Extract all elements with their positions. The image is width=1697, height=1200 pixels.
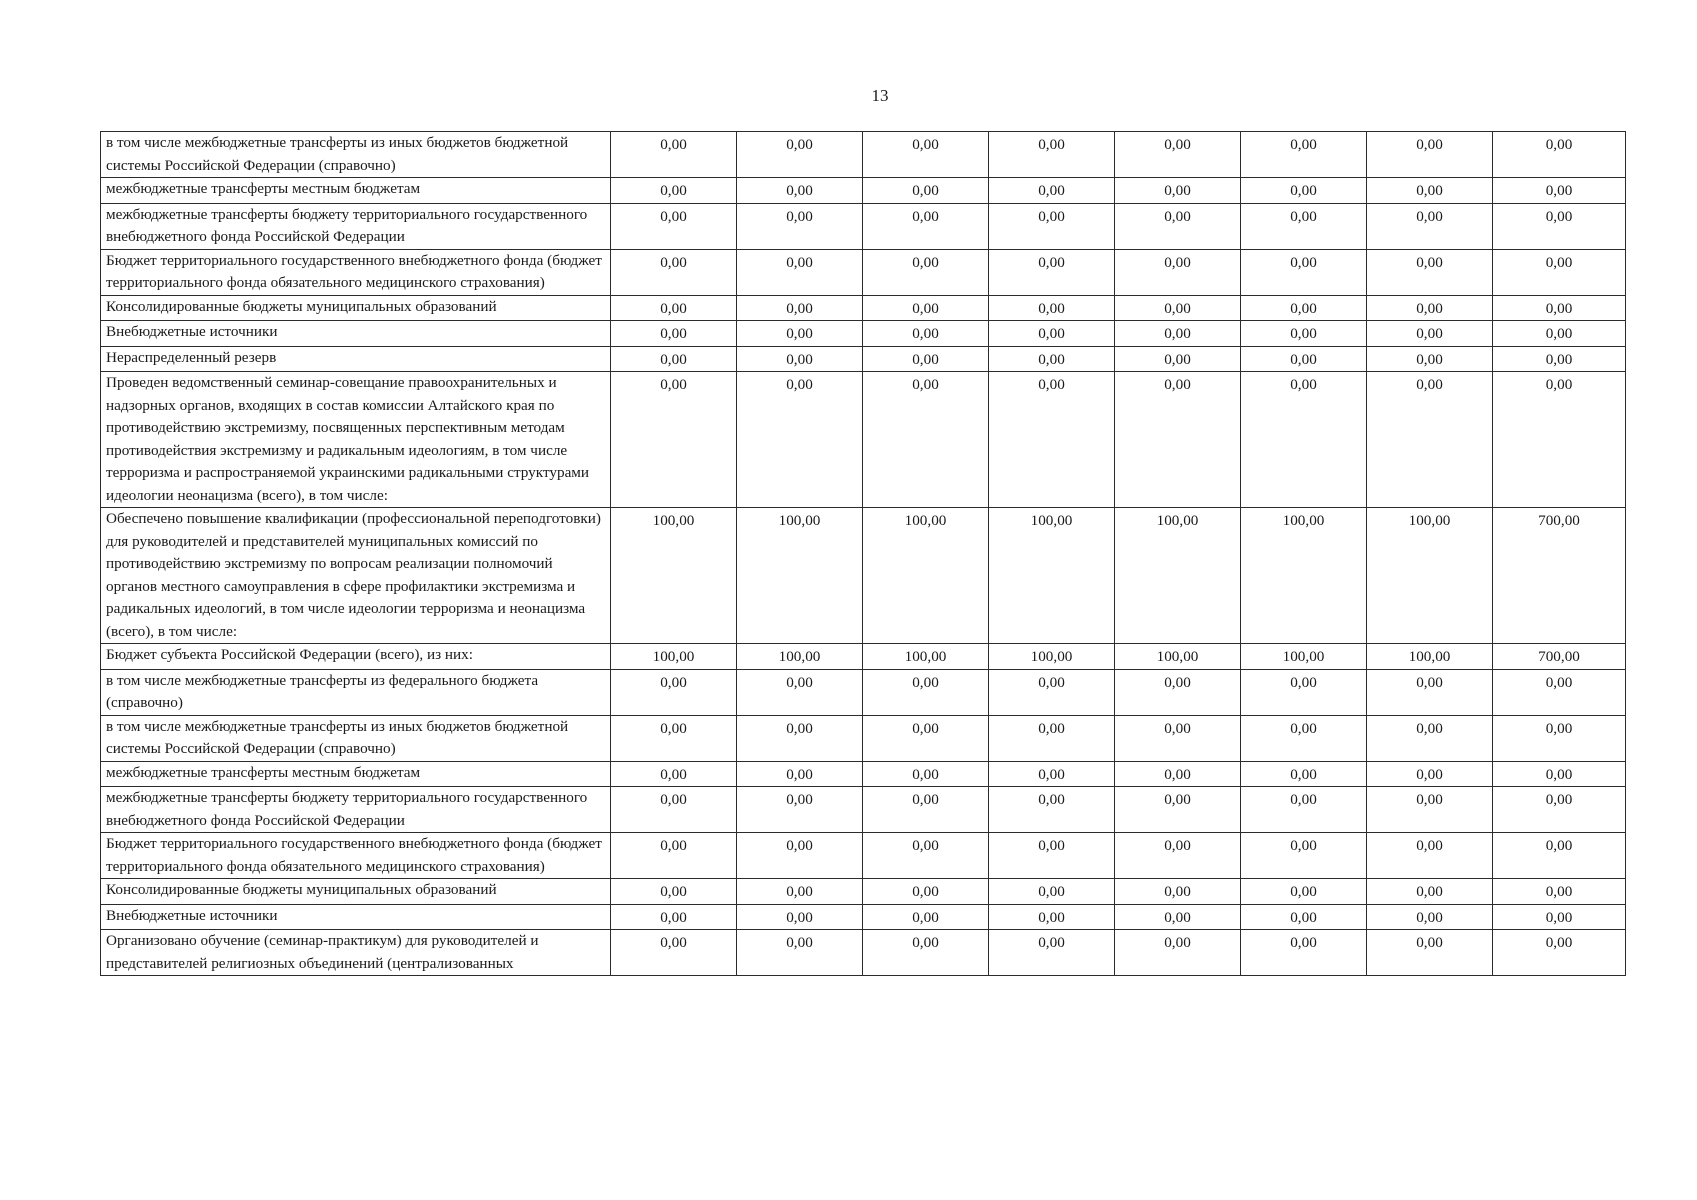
value-cell: 0,00 — [989, 249, 1115, 295]
value-cell: 100,00 — [737, 644, 863, 670]
value-cell: 0,00 — [737, 930, 863, 976]
value-cell: 0,00 — [611, 833, 737, 879]
table-row — [101, 178, 1626, 204]
value-cell: 0,00 — [989, 295, 1115, 321]
value-cell: 0,00 — [737, 761, 863, 787]
value-cell: 0,00 — [611, 346, 737, 372]
row-label: в том числе межбюджетные трансферты из федерального бюджета (справочно) — [101, 669, 611, 715]
value-cell: 0,00 — [1115, 346, 1241, 372]
table-row — [101, 787, 1626, 833]
value-cell: 0,00 — [611, 787, 737, 833]
value-cell: 0,00 — [611, 930, 737, 976]
row-label: Обеспечено повышение квалификации (профессиональной переподготовки) для руководителей и представителей муниципальных комиссий по противодействию экстремизму по вопросам реализации полномочий органов местного самоуправления в сфере профилактики экстремизма и радикальных идеологий, в том числе идеологии терроризма и неонацизма (всего), в том числе: — [101, 508, 611, 644]
value-cell: 100,00 — [1115, 508, 1241, 644]
value-cell: 0,00 — [1115, 833, 1241, 879]
value-cell: 100,00 — [1367, 644, 1493, 670]
value-cell: 0,00 — [611, 372, 737, 508]
value-cell: 0,00 — [1367, 295, 1493, 321]
value-cell: 0,00 — [863, 132, 989, 178]
value-cell: 0,00 — [737, 669, 863, 715]
row-label: в том числе межбюджетные трансферты из иных бюджетов бюджетной системы Российской Федерации (справочно) — [101, 715, 611, 761]
value-cell: 0,00 — [989, 715, 1115, 761]
value-cell: 100,00 — [1241, 508, 1367, 644]
value-cell: 0,00 — [611, 249, 737, 295]
total-value-cell: 0,00 — [1493, 879, 1626, 905]
table-row — [101, 321, 1626, 347]
value-cell: 0,00 — [989, 178, 1115, 204]
page-number: 13 — [871, 86, 889, 105]
value-cell: 0,00 — [989, 372, 1115, 508]
value-cell: 0,00 — [863, 669, 989, 715]
value-cell: 0,00 — [1115, 879, 1241, 905]
value-cell: 0,00 — [1115, 203, 1241, 249]
row-label: Бюджет субъекта Российской Федерации (всего), из них: — [101, 644, 611, 670]
value-cell: 0,00 — [737, 715, 863, 761]
table-row — [101, 644, 1626, 670]
row-label: Бюджет территориального государственного внебюджетного фонда (бюджет территориального фонда обязательного медицинского страхования) — [101, 249, 611, 295]
total-value-cell: 700,00 — [1493, 508, 1626, 644]
total-value-cell: 0,00 — [1493, 295, 1626, 321]
total-value-cell: 0,00 — [1493, 321, 1626, 347]
value-cell: 0,00 — [1241, 346, 1367, 372]
value-cell: 0,00 — [1367, 372, 1493, 508]
value-cell: 0,00 — [611, 203, 737, 249]
value-cell: 0,00 — [863, 833, 989, 879]
value-cell: 0,00 — [1241, 715, 1367, 761]
value-cell: 0,00 — [863, 346, 989, 372]
value-cell: 0,00 — [1241, 761, 1367, 787]
value-cell: 0,00 — [1367, 930, 1493, 976]
value-cell: 0,00 — [863, 787, 989, 833]
value-cell: 0,00 — [1241, 321, 1367, 347]
row-label: Проведен ведомственный семинар-совещание правоохранительных и надзорных органов, входящих в состав комиссии Алтайского края по противодействию экстремизму, посвященных перспективным методам противодействия экстремизму и радикальным идеологиям, в том числе терроризма и распространяемой украинскими радикальными структурами идеологии неонацизма (всего), в том числе: — [101, 372, 611, 508]
table-row — [101, 904, 1626, 930]
total-value-cell: 0,00 — [1493, 346, 1626, 372]
total-value-cell: 0,00 — [1493, 372, 1626, 508]
value-cell: 100,00 — [989, 508, 1115, 644]
value-cell: 0,00 — [737, 132, 863, 178]
value-cell: 0,00 — [989, 879, 1115, 905]
value-cell: 100,00 — [863, 508, 989, 644]
row-label: Организовано обучение (семинар-практикум) для руководителей и представителей религиозных объединений (централизованных — [101, 930, 611, 976]
value-cell: 0,00 — [1115, 787, 1241, 833]
value-cell: 0,00 — [737, 203, 863, 249]
value-cell: 0,00 — [863, 321, 989, 347]
value-cell: 0,00 — [1241, 372, 1367, 508]
total-value-cell: 0,00 — [1493, 904, 1626, 930]
value-cell: 0,00 — [1115, 321, 1241, 347]
value-cell: 0,00 — [863, 203, 989, 249]
table-row — [101, 249, 1626, 295]
row-label: межбюджетные трансферты местным бюджетам — [101, 178, 611, 204]
value-cell: 0,00 — [1115, 132, 1241, 178]
total-value-cell: 0,00 — [1493, 178, 1626, 204]
budget-table — [100, 131, 1626, 976]
value-cell: 0,00 — [1367, 249, 1493, 295]
value-cell: 0,00 — [1115, 295, 1241, 321]
value-cell: 0,00 — [1115, 715, 1241, 761]
value-cell: 100,00 — [737, 508, 863, 644]
row-label: Бюджет территориального государственного внебюджетного фонда (бюджет территориального фонда обязательного медицинского страхования) — [101, 833, 611, 879]
value-cell: 0,00 — [1115, 249, 1241, 295]
total-value-cell: 700,00 — [1493, 644, 1626, 670]
table-row — [101, 295, 1626, 321]
value-cell: 0,00 — [989, 904, 1115, 930]
value-cell: 0,00 — [863, 930, 989, 976]
value-cell: 0,00 — [737, 372, 863, 508]
value-cell: 0,00 — [1115, 372, 1241, 508]
value-cell: 0,00 — [1367, 879, 1493, 905]
value-cell: 100,00 — [989, 644, 1115, 670]
value-cell: 0,00 — [989, 761, 1115, 787]
value-cell: 0,00 — [611, 879, 737, 905]
value-cell: 0,00 — [863, 295, 989, 321]
value-cell: 0,00 — [737, 249, 863, 295]
table-row — [101, 761, 1626, 787]
value-cell: 0,00 — [1241, 178, 1367, 204]
value-cell: 0,00 — [737, 904, 863, 930]
total-value-cell: 0,00 — [1493, 787, 1626, 833]
value-cell: 0,00 — [1115, 904, 1241, 930]
value-cell: 0,00 — [989, 833, 1115, 879]
table-row — [101, 833, 1626, 879]
total-value-cell: 0,00 — [1493, 930, 1626, 976]
value-cell: 100,00 — [611, 644, 737, 670]
value-cell: 0,00 — [1241, 203, 1367, 249]
value-cell: 0,00 — [1367, 904, 1493, 930]
table-row — [101, 346, 1626, 372]
value-cell: 0,00 — [989, 132, 1115, 178]
total-value-cell: 0,00 — [1493, 203, 1626, 249]
value-cell: 0,00 — [1241, 669, 1367, 715]
value-cell: 0,00 — [863, 761, 989, 787]
value-cell: 0,00 — [611, 715, 737, 761]
table-row — [101, 372, 1626, 508]
table-row — [101, 132, 1626, 178]
row-label: Внебюджетные источники — [101, 904, 611, 930]
value-cell: 0,00 — [1115, 669, 1241, 715]
value-cell: 0,00 — [989, 930, 1115, 976]
value-cell: 0,00 — [1367, 669, 1493, 715]
value-cell: 0,00 — [1241, 249, 1367, 295]
value-cell: 0,00 — [611, 132, 737, 178]
value-cell: 100,00 — [1115, 644, 1241, 670]
value-cell: 0,00 — [611, 904, 737, 930]
value-cell: 0,00 — [1367, 178, 1493, 204]
value-cell: 0,00 — [1115, 930, 1241, 976]
row-label: в том числе межбюджетные трансферты из иных бюджетов бюджетной системы Российской Федерации (справочно) — [101, 132, 611, 178]
value-cell: 0,00 — [1115, 178, 1241, 204]
total-value-cell: 0,00 — [1493, 833, 1626, 879]
value-cell: 0,00 — [1241, 787, 1367, 833]
value-cell: 0,00 — [863, 904, 989, 930]
value-cell: 0,00 — [611, 321, 737, 347]
row-label: Консолидированные бюджеты муниципальных образований — [101, 879, 611, 905]
value-cell: 0,00 — [1367, 132, 1493, 178]
value-cell: 0,00 — [863, 715, 989, 761]
table-row — [101, 715, 1626, 761]
value-cell: 0,00 — [611, 669, 737, 715]
row-label: Консолидированные бюджеты муниципальных образований — [101, 295, 611, 321]
value-cell: 100,00 — [1367, 508, 1493, 644]
value-cell: 0,00 — [1367, 761, 1493, 787]
table-row — [101, 508, 1626, 644]
total-value-cell: 0,00 — [1493, 249, 1626, 295]
table-row — [101, 930, 1626, 976]
value-cell: 0,00 — [1367, 321, 1493, 347]
value-cell: 0,00 — [863, 178, 989, 204]
value-cell: 0,00 — [989, 321, 1115, 347]
value-cell: 0,00 — [989, 203, 1115, 249]
total-value-cell: 0,00 — [1493, 669, 1626, 715]
value-cell: 0,00 — [1241, 833, 1367, 879]
row-label: межбюджетные трансферты местным бюджетам — [101, 761, 611, 787]
value-cell: 0,00 — [1367, 833, 1493, 879]
row-label: Внебюджетные источники — [101, 321, 611, 347]
table-row — [101, 879, 1626, 905]
row-label: межбюджетные трансферты бюджету территориального государственного внебюджетного фонда Российской Федерации — [101, 203, 611, 249]
value-cell: 0,00 — [989, 346, 1115, 372]
value-cell: 0,00 — [989, 669, 1115, 715]
table-row — [101, 669, 1626, 715]
value-cell: 0,00 — [863, 372, 989, 508]
value-cell: 0,00 — [989, 787, 1115, 833]
value-cell: 0,00 — [1241, 132, 1367, 178]
value-cell: 0,00 — [611, 295, 737, 321]
value-cell: 0,00 — [1367, 787, 1493, 833]
value-cell: 0,00 — [611, 761, 737, 787]
value-cell: 0,00 — [1367, 715, 1493, 761]
value-cell: 0,00 — [1241, 904, 1367, 930]
value-cell: 0,00 — [1241, 930, 1367, 976]
total-value-cell: 0,00 — [1493, 715, 1626, 761]
value-cell: 0,00 — [737, 833, 863, 879]
total-value-cell: 0,00 — [1493, 761, 1626, 787]
value-cell: 100,00 — [863, 644, 989, 670]
value-cell: 0,00 — [863, 249, 989, 295]
value-cell: 0,00 — [737, 787, 863, 833]
value-cell: 0,00 — [737, 178, 863, 204]
value-cell: 0,00 — [1241, 295, 1367, 321]
value-cell: 100,00 — [611, 508, 737, 644]
value-cell: 0,00 — [1367, 346, 1493, 372]
total-value-cell: 0,00 — [1493, 132, 1626, 178]
row-label: межбюджетные трансферты бюджету территориального государственного внебюджетного фонда Российской Федерации — [101, 787, 611, 833]
value-cell: 0,00 — [863, 879, 989, 905]
value-cell: 0,00 — [737, 879, 863, 905]
value-cell: 0,00 — [1367, 203, 1493, 249]
table-row — [101, 203, 1626, 249]
value-cell: 0,00 — [1241, 879, 1367, 905]
value-cell: 0,00 — [737, 346, 863, 372]
value-cell: 0,00 — [737, 321, 863, 347]
value-cell: 0,00 — [737, 295, 863, 321]
value-cell: 0,00 — [611, 178, 737, 204]
value-cell: 0,00 — [1115, 761, 1241, 787]
row-label: Нераспределенный резерв — [101, 346, 611, 372]
value-cell: 100,00 — [1241, 644, 1367, 670]
